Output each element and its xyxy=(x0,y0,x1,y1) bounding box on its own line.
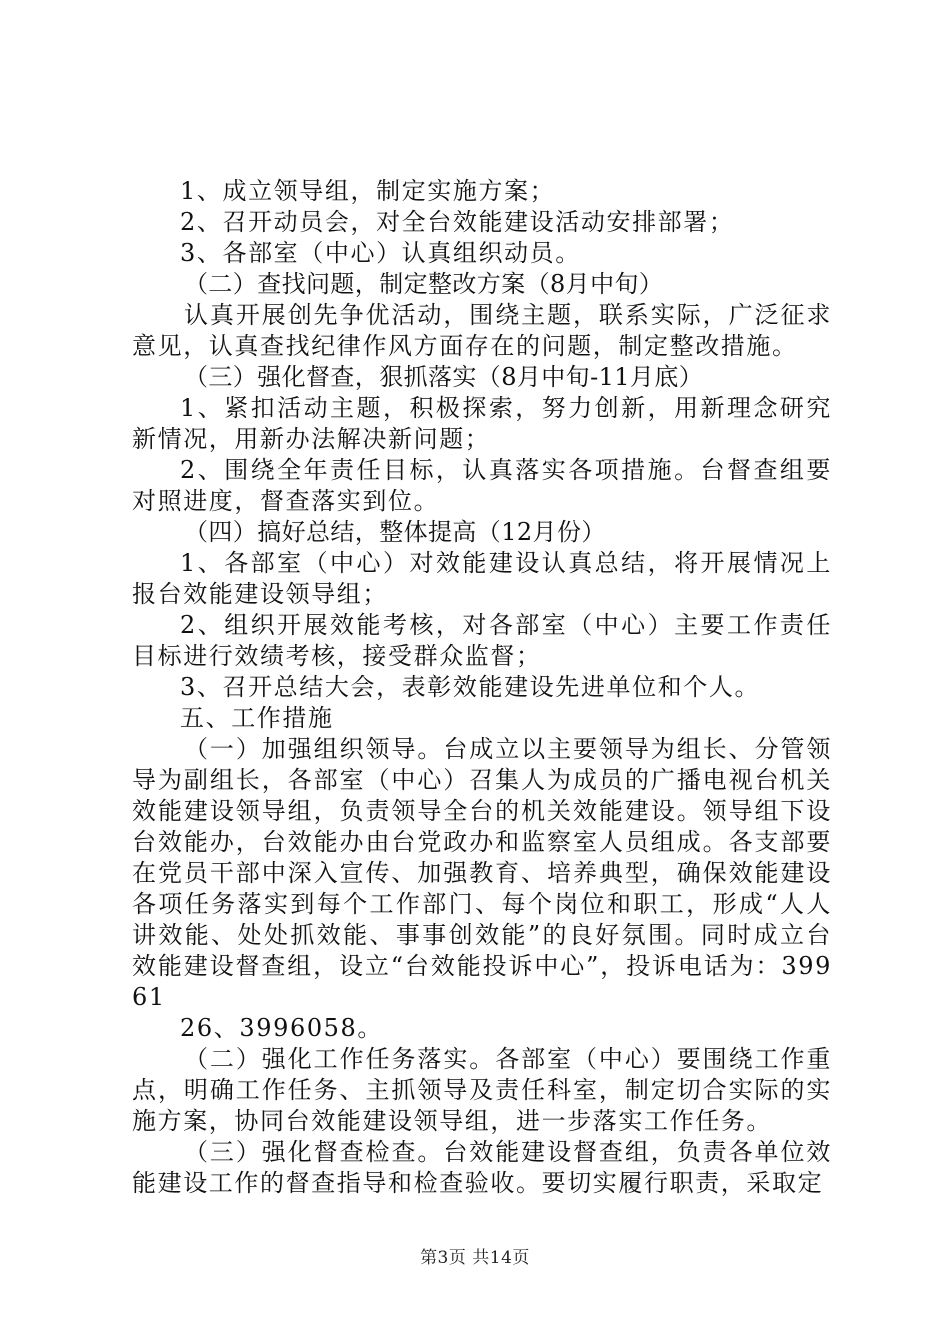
paragraph-16: （二）强化工作任务落实。各部室（中心）要围绕工作重点，明确工作任务、主抓领导及责任科室，制定切合实际的实施方案，协同台效能建设领导组，进一步落实工作任务。 xyxy=(132,1045,832,1135)
paragraph-2: 2、召开动员会，对全台效能建设活动安排部署； xyxy=(180,208,735,236)
paragraph-5: 认真开展创先争优活动，围绕主题，联系实际，广泛征求意见，认真查找纪律作风方面存在的问题，制定整改措施。 xyxy=(132,301,832,360)
paragraph-12: 3、召开总结大会，表彰效能建设先进单位和个人。 xyxy=(180,673,761,701)
section-heading-5: 五、工作措施 xyxy=(180,704,334,732)
paragraph-14: （一）加强组织领导。台成立以主要领导为组长、分管领导为副组长，各部室（中心）召集人为成员的广播电视台机关效能建设领导组，负责领导全台的机关效能建设。领导组下设台效能办，台效能办由台党政办和监察室人员组成。各支部要在党员干部中深入宣传、加强教育、培养典型，确保效能建设各项任务落实到每个工作部门、每个岗位和职工，形成“人人讲效能、处处抓效能、事事创效能”的良好氛围。同时成立台效能建设督查组，设立“台效能投诉中心”，投诉电话为：39961 xyxy=(132,735,832,1011)
paragraph-1: 1、成立领导组，制定实施方案； xyxy=(180,177,556,205)
document-body xyxy=(132,176,832,1199)
paragraph-17: （三）强化督查检查。台效能建设督查组，负责各单位效能建设工作的督查指导和检查验收。要切实履行职责，采取定 xyxy=(132,1138,832,1197)
paragraph-8: 2、围绕全年责任目标，认真落实各项措施。台督查组要对照进度，督查落实到位。 xyxy=(132,456,832,515)
paragraph-15: 26、3996058。 xyxy=(180,1014,384,1042)
page-number-footer: 第3页 共14页 xyxy=(420,1248,530,1268)
paragraph-9-heading: （四）搞好总结，整体提高（12月份） xyxy=(184,518,606,546)
paragraph-3: 3、各部室（中心）认真组织动员。 xyxy=(180,239,581,267)
paragraph-10: 1、各部室（中心）对效能建设认真总结，将开展情况上报台效能建设领导组； xyxy=(132,549,832,608)
paragraph-11: 2、组织开展效能考核，对各部室（中心）主要工作责任目标进行效绩考核，接受群众监督； xyxy=(132,611,832,670)
paragraph-7: 1、紧扣活动主题，积极探索，努力创新，用新理念研究新情况，用新办法解决新问题； xyxy=(132,394,832,453)
paragraph-6-heading: （三）强化督查，狠抓落实（8月中旬-11月底） xyxy=(184,363,704,391)
paragraph-4-heading: （二）查找问题，制定整改方案（8月中旬） xyxy=(184,270,664,298)
